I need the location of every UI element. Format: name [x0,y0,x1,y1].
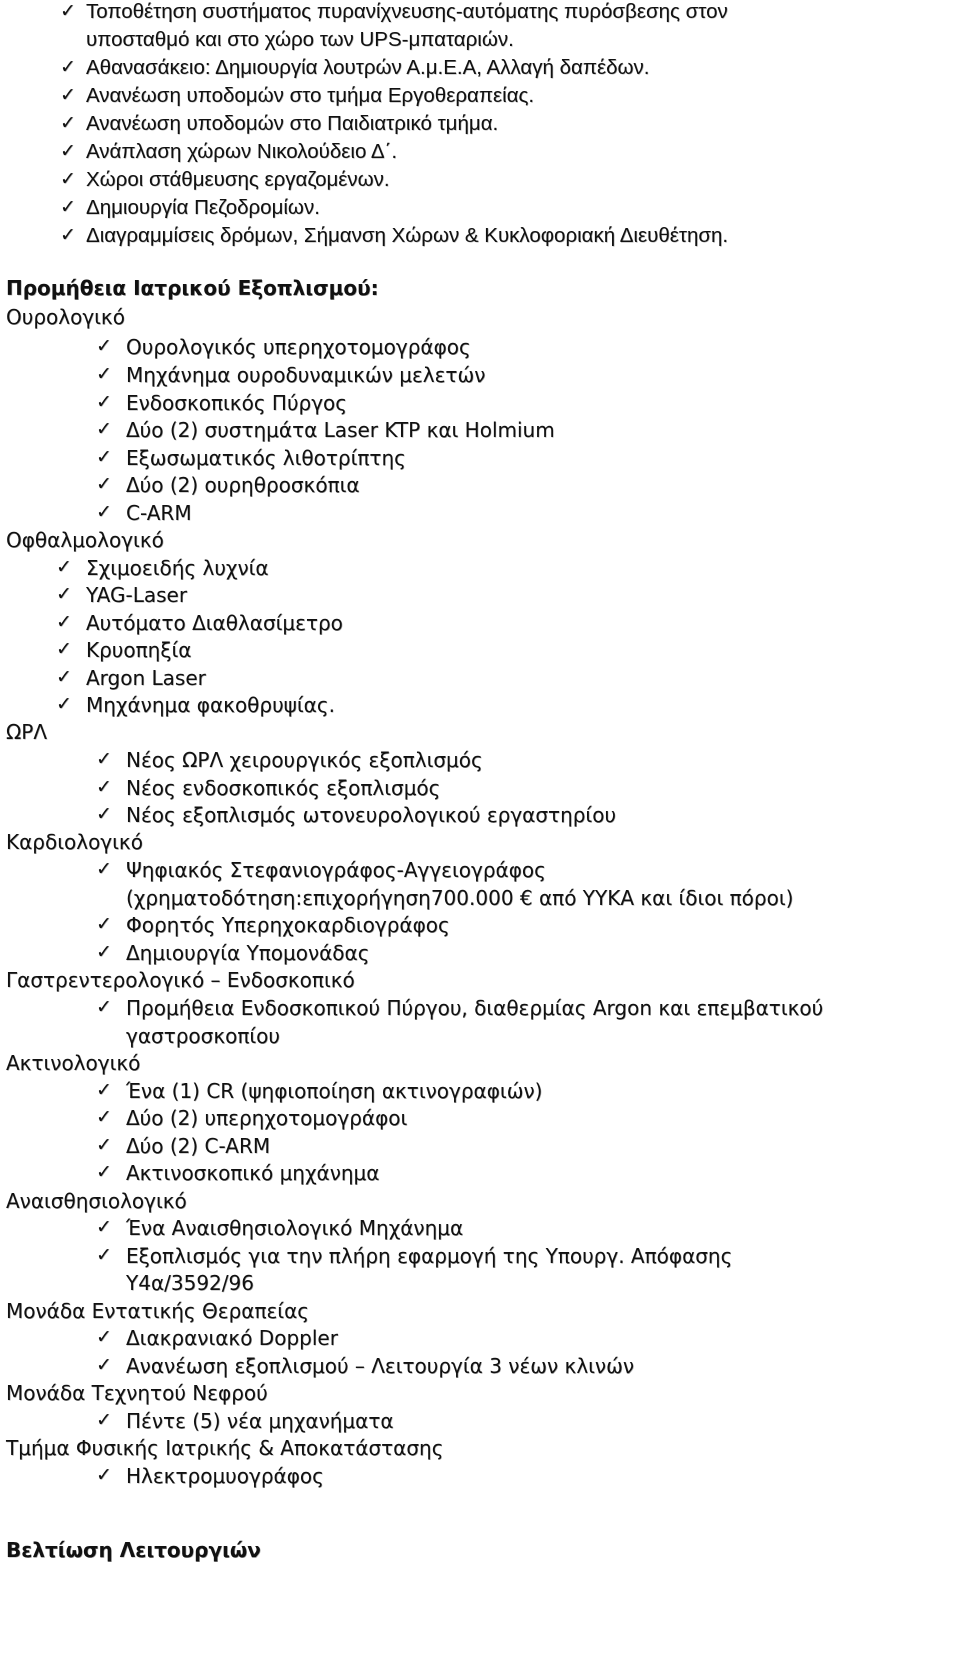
check-icon: ✓ [96,913,112,935]
equipment-item: Ουρολογικός υπερηχοτομογράφος [126,335,471,359]
equipment-item: Δύο (2) ουρηθροσκόπια [126,473,360,497]
check-icon: ✓ [56,611,72,633]
check-icon: ✓ [96,1216,112,1238]
department-heading: Γαστρεντερολογικό – Ενδοσκοπικό [6,968,355,992]
check-icon: ✓ [96,748,112,770]
equipment-item: (χρηματοδότηση:επιχορήγηση700.000 € από ΥΥΚΑ και ίδιοι πόροι) [126,886,794,910]
equipment-item: Φορητός Υπερηχοκαρδιογράφος [126,913,450,937]
equipment-item: Ψηφιακός Στεφανιογράφος-Αγγειογράφος [126,858,546,882]
equipment-item: Εξοπλισμός για την πλήρη εφαρμογή της Υπουργ. Απόφασης [126,1244,733,1268]
equipment-item: Ένα Αναισθησιολογικό Μηχάνημα [126,1216,464,1240]
check-icon: ✓ [96,1134,112,1156]
equipment-item: Αυτόματο Διαθλασίμετρο [86,611,343,635]
equipment-item: C-ARM [126,501,192,525]
check-icon: ✓ [96,335,112,357]
equipment-item: Κρυοπηξία [86,638,192,662]
equipment-item: Μηχάνημα ουροδυναμικών μελετών [126,363,486,387]
equipment-item: Διακρανιακό Doppler [126,1326,338,1350]
equipment-item: Δύο (2) C-ARM [126,1134,271,1158]
check-icon: ✓ [96,1079,112,1101]
department-heading: ΩΡΛ [6,720,48,744]
check-icon: ✓ [60,140,76,162]
check-icon: ✓ [96,1326,112,1348]
check-icon: ✓ [60,196,76,218]
check-icon: ✓ [60,84,76,106]
intro-item: Διαγραμμίσεις δρόμων, Σήμανση Χώρων & Κυκλοφοριακή Διευθέτηση. [86,224,729,247]
equipment-item: Νέος εξοπλισμός ωτονευρολογικού εργαστηρίου [126,803,617,827]
check-icon: ✓ [96,473,112,495]
check-icon: ✓ [96,391,112,413]
check-icon: ✓ [96,446,112,468]
check-icon: ✓ [96,996,112,1018]
check-icon: ✓ [60,56,76,78]
check-icon: ✓ [56,556,72,578]
check-icon: ✓ [96,418,112,440]
equipment-item: Δημιουργία Υπομονάδας [126,941,370,965]
equipment-item: Ενδοσκοπικός Πύργος [126,391,348,415]
department-heading: Αναισθησιολογικό [6,1189,187,1213]
check-icon: ✓ [56,693,72,715]
intro-item: Ανανέωση υποδομών στο Παιδιατρικό τμήμα. [86,112,499,135]
department-heading: Οφθαλμολογικό [6,528,164,552]
department-heading: Ουρολογικό [6,305,125,329]
intro-item: Ανανέωση υποδομών στο τμήμα Εργοθεραπείας. [86,84,535,107]
equipment-item: Προμήθεια Ενδοσκοπικού Πύργου, διαθερμίας Argon και επεμβατικού [126,996,824,1020]
check-icon: ✓ [56,666,72,688]
equipment-item: Νέος ενδοσκοπικός εξοπλισμός [126,776,441,800]
check-icon: ✓ [96,1464,112,1486]
check-icon: ✓ [96,501,112,523]
department-heading: Τμήμα Φυσικής Ιατρικής & Αποκατάστασης [6,1436,444,1460]
equipment-item: Ένα (1) CR (ψηφιοποίηση ακτινογραφιών) [126,1079,543,1103]
equipment-item: Ανανέωση εξοπλισμού – Λειτουργία 3 νέων κλινών [126,1354,635,1378]
intro-item: Ανάπλαση χώρων Νικολούδειο Δ΄. [86,140,398,163]
equipment-item: Νέος ΩΡΛ χειρουργικός εξοπλισμός [126,748,483,772]
check-icon: ✓ [96,1161,112,1183]
department-heading: Μονάδα Τεχνητού Νεφρού [6,1381,268,1405]
check-icon: ✓ [96,1106,112,1128]
equipment-item: Μηχάνημα φακοθρυψίας. [86,693,335,717]
check-icon: ✓ [96,803,112,825]
equipment-item: Argon Laser [86,666,206,690]
check-icon: ✓ [60,224,76,246]
check-icon: ✓ [96,1354,112,1376]
equipment-item: Δύο (2) συστημάτα Laser KTP και Holmium [126,418,555,442]
intro-item: Τοποθέτηση συστήματος πυρανίχνευσης-αυτόματης πυρόσβεσης στον [86,0,728,23]
check-icon: ✓ [60,168,76,190]
equipment-item: Πέντε (5) νέα μηχανήματα [126,1409,394,1433]
equipment-item: γαστροσκοπίου [126,1024,280,1048]
equipment-item: Εξωσωματικός λιθοτρίπτης [126,446,406,470]
check-icon: ✓ [96,941,112,963]
intro-item: Δημιουργία Πεζοδρομίων. [86,196,320,219]
check-icon: ✓ [96,858,112,880]
equipment-item: Σχιμοειδής λυχνία [86,556,269,580]
equipment-item: Δύο (2) υπερηχοτομογράφοι [126,1106,408,1130]
equipment-item: Ηλεκτρομυογράφος [126,1464,324,1488]
department-heading: Μονάδα Εντατικής Θεραπείας [6,1299,309,1323]
intro-item: υποσταθμό και στο χώρο των UPS-μπαταριών. [86,28,514,51]
intro-item: Αθανασάκειο: Δημιουργία λουτρών Α.μ.Ε.Α, Αλλαγή δαπέδων. [86,56,650,79]
footer-title: Βελτίωση Λειτουργιών [6,1538,261,1562]
check-icon: ✓ [60,0,76,22]
check-icon: ✓ [96,1409,112,1431]
check-icon: ✓ [60,112,76,134]
department-heading: Ακτινολογικό [6,1051,141,1075]
intro-item: Χώροι στάθμευσης εργαζομένων. [86,168,390,191]
check-icon: ✓ [96,776,112,798]
check-icon: ✓ [56,638,72,660]
department-heading: Καρδιολογικό [6,830,143,854]
equipment-item: Υ4α/3592/96 [126,1271,254,1295]
check-icon: ✓ [96,363,112,385]
check-icon: ✓ [96,1244,112,1266]
section-title: Προμήθεια Ιατρικού Εξοπλισμού: [6,276,379,300]
equipment-item: Ακτινοσκοπικό μηχάνημα [126,1161,380,1185]
check-icon: ✓ [56,583,72,605]
equipment-item: YAG-Laser [86,583,188,607]
